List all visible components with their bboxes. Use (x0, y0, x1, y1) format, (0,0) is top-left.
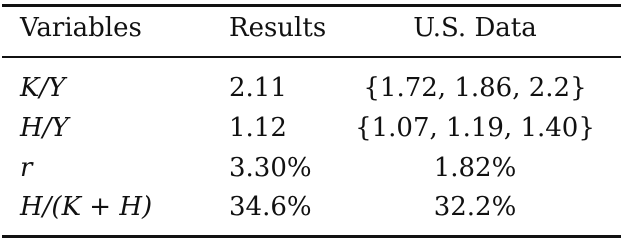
header-results: Results (229, 13, 327, 43)
row-result-h-y: 1.12 (229, 113, 287, 143)
row-variable-h-share: H/(K + H) (20, 192, 153, 222)
row-result-k-y: 2.11 (229, 73, 287, 103)
row-variable-k-y: K/Y (20, 73, 66, 103)
row-result-r: 3.30% (229, 153, 312, 183)
table-header-rule (2, 56, 621, 58)
row-us-data-k-y: {1.72, 1.86, 2.2} (363, 73, 587, 103)
row-variable-r: r (20, 153, 33, 183)
row-us-data-h-y: {1.07, 1.19, 1.40} (355, 113, 595, 143)
table-top-rule (2, 4, 621, 7)
row-variable-h-y: H/Y (20, 113, 69, 143)
header-us-data: U.S. Data (413, 13, 537, 43)
row-us-data-h-share: 32.2% (433, 192, 517, 222)
table-bottom-rule (2, 235, 621, 238)
row-result-h-share: 34.6% (229, 192, 312, 222)
row-us-data-r: 1.82% (433, 153, 517, 183)
header-variables: Variables (20, 13, 142, 43)
